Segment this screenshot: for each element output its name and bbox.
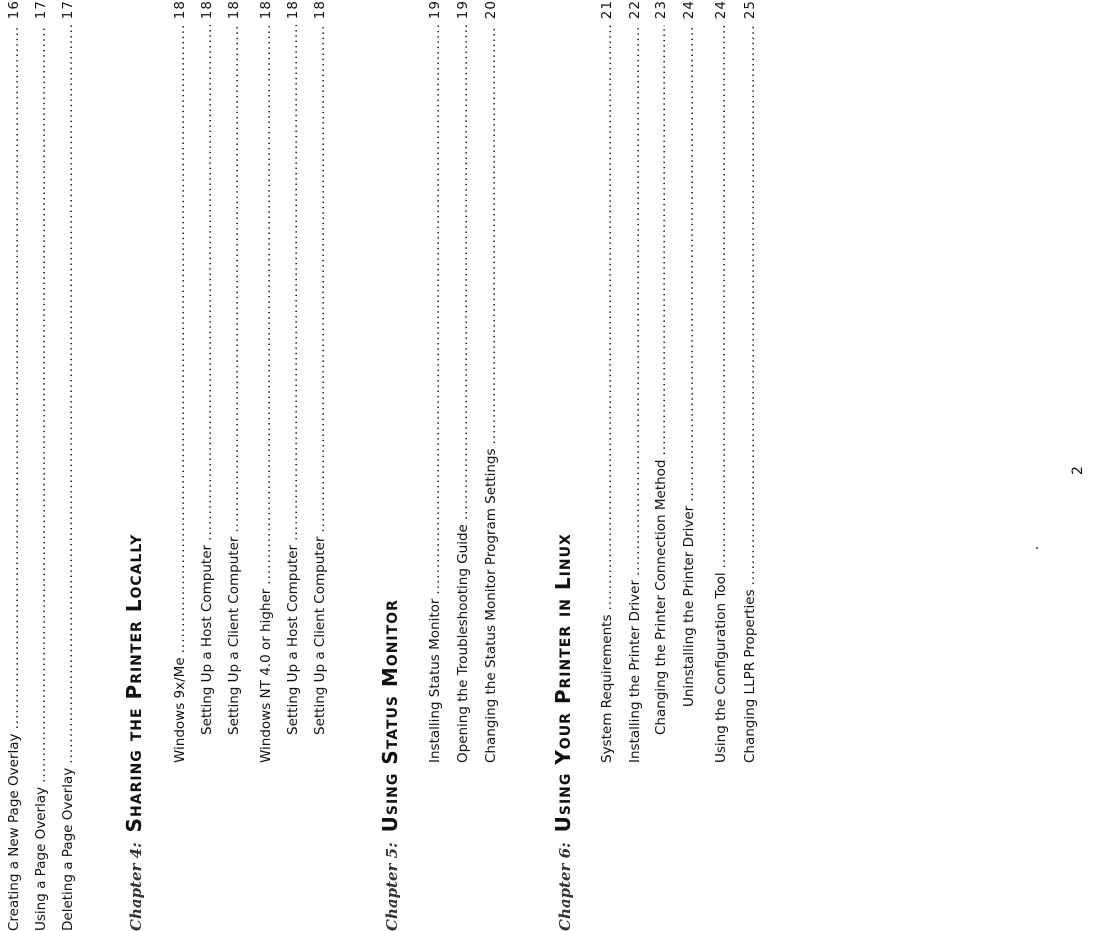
chapter-label: Chapter 4: bbox=[127, 842, 145, 931]
toc-entry-label: Windows 9x/Me bbox=[172, 657, 188, 763]
leader-dots bbox=[283, 25, 303, 541]
toc-entry-page: 19 bbox=[455, 0, 471, 20]
toc-entry[interactable] bbox=[170, 0, 190, 763]
chapter-label: Chapter 6: bbox=[556, 842, 574, 931]
leader-dots bbox=[197, 25, 217, 541]
toc-entry-label: Using a Page Overlay bbox=[33, 786, 49, 931]
chapter-heading-4 bbox=[122, 534, 152, 931]
toc-entry-page: 21 bbox=[599, 0, 615, 20]
toc-entry[interactable] bbox=[453, 0, 473, 763]
chapter-heading-5 bbox=[378, 599, 408, 931]
toc-entry-label: Deleting a Page Overlay bbox=[60, 767, 76, 931]
toc-entry-label: Changing LLPR Properties bbox=[742, 589, 758, 763]
toc-entry[interactable] bbox=[597, 0, 617, 763]
toc-entry[interactable] bbox=[425, 0, 445, 763]
leader-dots bbox=[31, 25, 51, 783]
toc-entry[interactable] bbox=[197, 0, 217, 735]
leader-dots bbox=[625, 25, 645, 576]
leader-dots bbox=[651, 25, 671, 455]
toc-entry[interactable] bbox=[283, 0, 303, 735]
toc-entry[interactable] bbox=[224, 0, 244, 735]
chapter-heading-6 bbox=[551, 533, 581, 931]
toc-entry-label: System Requirements bbox=[599, 614, 615, 763]
toc-entry-label: Changing the Status Monitor Program Settings bbox=[483, 448, 499, 763]
toc-entry[interactable] bbox=[740, 0, 760, 763]
toc-entry-page: 23 bbox=[653, 0, 669, 20]
toc-entry[interactable] bbox=[679, 0, 699, 707]
toc-entry-label: Windows NT 4.0 or higher bbox=[258, 588, 274, 763]
leader-dots bbox=[170, 25, 190, 653]
leader-dots bbox=[58, 25, 78, 764]
leader-dots bbox=[256, 25, 276, 584]
toc-entry-page: 22 bbox=[627, 0, 643, 20]
toc-entry-page: 18 bbox=[199, 0, 215, 20]
toc-entry-label: Installing Status Monitor bbox=[427, 598, 443, 763]
toc-entry-label: Using the Configuration Tool bbox=[713, 572, 729, 763]
toc-entry[interactable] bbox=[4, 0, 24, 931]
toc-entry-page: 20 bbox=[483, 0, 499, 20]
toc-entry-label: Setting Up a Client Computer bbox=[312, 536, 328, 735]
leader-dots bbox=[481, 25, 501, 444]
toc-entry[interactable] bbox=[256, 0, 276, 763]
toc-entry-label: Uninstalling the Printer Driver bbox=[681, 505, 697, 707]
toc-entry-page: 18 bbox=[285, 0, 301, 20]
leader-dots bbox=[4, 25, 24, 729]
toc-entry-page: 25 bbox=[742, 0, 758, 20]
toc-entry-label: Setting Up a Host Computer bbox=[285, 544, 301, 735]
leader-dots bbox=[679, 25, 699, 502]
toc-entry-page: 24 bbox=[713, 0, 729, 20]
toc-entry[interactable] bbox=[31, 0, 51, 931]
toc-entry-label: Opening the Troubleshooting Guide bbox=[455, 524, 471, 763]
toc-entry-page: 16 bbox=[6, 0, 22, 20]
toc-entry-label: Creating a New Page Overlay bbox=[6, 733, 22, 931]
toc-entry-label: Setting Up a Client Computer bbox=[226, 536, 242, 735]
toc-entry[interactable] bbox=[481, 0, 501, 763]
toc-entry[interactable] bbox=[711, 0, 731, 763]
toc-entry-page: 18 bbox=[172, 0, 188, 20]
leader-dots bbox=[453, 25, 473, 520]
chapter-title: Using Your Printer in Linux bbox=[551, 533, 575, 833]
toc-entry-page: 18 bbox=[312, 0, 328, 20]
toc-entry-page: 17 bbox=[60, 0, 76, 20]
page-number: 2 bbox=[1070, 466, 1086, 475]
toc-entry[interactable] bbox=[625, 0, 645, 763]
chapter-label: Chapter 5: bbox=[383, 842, 401, 931]
toc-entry-page: 18 bbox=[258, 0, 274, 20]
leader-dots bbox=[711, 25, 731, 568]
leader-dots bbox=[740, 25, 760, 585]
toc-entry-label: Installing the Printer Driver bbox=[627, 580, 643, 763]
leader-dots bbox=[310, 25, 330, 532]
leader-dots bbox=[425, 25, 445, 594]
toc-entry[interactable] bbox=[310, 0, 330, 735]
toc-entry-page: 19 bbox=[427, 0, 443, 20]
toc-entry-label: Changing the Printer Connection Method bbox=[653, 459, 669, 735]
toc-entry-page: 24 bbox=[681, 0, 697, 20]
chapter-title: Using Status Monitor bbox=[378, 599, 402, 833]
toc-entry-page: 18 bbox=[226, 0, 242, 20]
leader-dots bbox=[224, 25, 244, 532]
toc-entry[interactable] bbox=[58, 0, 78, 931]
toc-entry-page: 17 bbox=[33, 0, 49, 20]
leader-dots bbox=[597, 25, 617, 610]
scan-speck bbox=[1036, 547, 1038, 549]
chapter-title: Sharing the Printer Locally bbox=[122, 533, 146, 833]
toc-entry-label: Setting Up a Host Computer bbox=[199, 544, 215, 735]
toc-entry[interactable] bbox=[651, 0, 671, 735]
